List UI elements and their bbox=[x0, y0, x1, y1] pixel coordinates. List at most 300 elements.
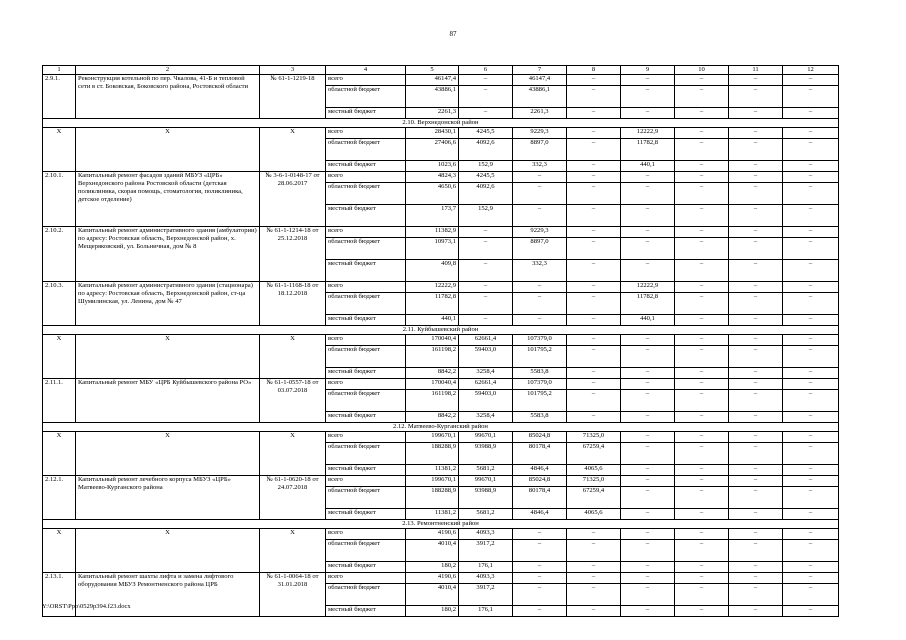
value-cell: 440,1 bbox=[621, 161, 675, 172]
section-header-row bbox=[43, 423, 839, 432]
value-cell: 80178,4 bbox=[513, 443, 567, 465]
value-cell: 4092,6 bbox=[459, 139, 513, 161]
x-cell: Х bbox=[76, 335, 260, 379]
funding-source-label: местный бюджет bbox=[326, 606, 406, 617]
value-cell: – bbox=[675, 562, 729, 573]
funding-source-label: всего bbox=[326, 432, 406, 443]
value-cell: – bbox=[675, 227, 729, 238]
value-cell: 170040,4 bbox=[406, 379, 459, 390]
funding-source-label: всего bbox=[326, 172, 406, 183]
value-cell: 9229,3 bbox=[513, 227, 567, 238]
value-cell: 5681,2 bbox=[459, 509, 513, 520]
value-cell: 93988,9 bbox=[459, 487, 513, 509]
table-row bbox=[43, 172, 839, 183]
value-cell: – bbox=[567, 315, 621, 326]
value-cell: – bbox=[567, 75, 621, 86]
value-cell: 107379,0 bbox=[513, 335, 567, 346]
value-cell: – bbox=[513, 183, 567, 205]
value-cell: 10973,1 bbox=[406, 238, 459, 260]
value-cell: 59403,0 bbox=[459, 346, 513, 368]
value-cell: – bbox=[567, 529, 621, 540]
value-cell: 28430,1 bbox=[406, 128, 459, 139]
item-name: Капитальный ремонт МБУ «ЦРБ Куйбышевского района РО» bbox=[76, 379, 260, 423]
value-cell: 43886,1 bbox=[406, 86, 459, 108]
value-cell: – bbox=[621, 86, 675, 108]
value-cell: – bbox=[729, 390, 783, 412]
value-cell: 5583,8 bbox=[513, 368, 567, 379]
funding-source-label: областной бюджет bbox=[326, 86, 406, 108]
value-cell: – bbox=[567, 128, 621, 139]
funding-source-label: всего bbox=[326, 573, 406, 584]
value-cell: – bbox=[567, 335, 621, 346]
value-cell: 4846,4 bbox=[513, 509, 567, 520]
permit-document: № 3-6-1-0148-17 от 28.06.2017 bbox=[260, 172, 326, 227]
value-cell: 8897,0 bbox=[513, 139, 567, 161]
value-cell: 8842,2 bbox=[406, 368, 459, 379]
summary-row bbox=[43, 432, 839, 443]
value-cell: 101795,2 bbox=[513, 390, 567, 412]
item-number: 2.9.1. bbox=[43, 75, 76, 119]
funding-source-label: местный бюджет bbox=[326, 368, 406, 379]
value-cell: – bbox=[459, 260, 513, 282]
value-cell: – bbox=[621, 443, 675, 465]
value-cell: – bbox=[675, 238, 729, 260]
value-cell: 93988,9 bbox=[459, 443, 513, 465]
value-cell: – bbox=[675, 128, 729, 139]
value-cell: 11381,2 bbox=[406, 465, 459, 476]
value-cell: 101795,2 bbox=[513, 346, 567, 368]
value-cell: 11782,8 bbox=[621, 293, 675, 315]
value-cell: 3917,2 bbox=[459, 584, 513, 606]
value-cell: – bbox=[567, 562, 621, 573]
value-cell: – bbox=[459, 108, 513, 119]
funding-source-label: областной бюджет bbox=[326, 139, 406, 161]
value-cell: – bbox=[729, 443, 783, 465]
value-cell: – bbox=[729, 128, 783, 139]
value-cell: – bbox=[783, 529, 839, 540]
value-cell: 11382,9 bbox=[406, 227, 459, 238]
value-cell: – bbox=[621, 432, 675, 443]
value-cell: – bbox=[567, 282, 621, 293]
item-name: Реконструкция котельной по пер. Чкалова, 41-Б и тепловой сети в ст. Боковская, Боковского района, Ростовской области bbox=[76, 75, 260, 119]
table-row bbox=[43, 476, 839, 487]
x-cell: Х bbox=[43, 128, 76, 172]
value-cell: – bbox=[729, 282, 783, 293]
value-cell: – bbox=[459, 282, 513, 293]
x-cell: Х bbox=[76, 529, 260, 573]
value-cell: – bbox=[459, 75, 513, 86]
value-cell: 99670,1 bbox=[459, 476, 513, 487]
value-cell: – bbox=[675, 412, 729, 423]
funding-source-label: местный бюджет bbox=[326, 205, 406, 227]
section-header-row bbox=[43, 326, 839, 335]
value-cell: 80178,4 bbox=[513, 487, 567, 509]
value-cell: – bbox=[675, 465, 729, 476]
value-cell: – bbox=[729, 86, 783, 108]
value-cell: 199670,1 bbox=[406, 432, 459, 443]
value-cell: – bbox=[729, 227, 783, 238]
value-cell: 11782,8 bbox=[621, 139, 675, 161]
value-cell: – bbox=[729, 379, 783, 390]
value-cell: 4010,4 bbox=[406, 584, 459, 606]
value-cell: – bbox=[729, 75, 783, 86]
value-cell: – bbox=[567, 293, 621, 315]
value-cell: – bbox=[675, 86, 729, 108]
value-cell: 176,1 bbox=[459, 562, 513, 573]
value-cell: – bbox=[567, 183, 621, 205]
value-cell: – bbox=[621, 606, 675, 617]
value-cell: – bbox=[621, 509, 675, 520]
value-cell: – bbox=[783, 368, 839, 379]
funding-source-label: областной бюджет bbox=[326, 443, 406, 465]
value-cell: 188288,9 bbox=[406, 443, 459, 465]
value-cell: – bbox=[459, 293, 513, 315]
column-number-row bbox=[43, 66, 839, 75]
value-cell: – bbox=[783, 379, 839, 390]
value-cell: 161198,2 bbox=[406, 346, 459, 368]
value-cell: 71325,0 bbox=[567, 432, 621, 443]
item-name: Капитальный ремонт лечебного корпуса МБУЗ «ЦРБ» Матвеево-Курганского района bbox=[76, 476, 260, 520]
x-cell: Х bbox=[43, 432, 76, 476]
value-cell: – bbox=[567, 227, 621, 238]
value-cell: 62661,4 bbox=[459, 335, 513, 346]
value-cell: 4093,3 bbox=[459, 529, 513, 540]
item-number: 2.11.1. bbox=[43, 379, 76, 423]
value-cell: – bbox=[729, 346, 783, 368]
value-cell: – bbox=[675, 509, 729, 520]
value-cell: – bbox=[567, 108, 621, 119]
x-cell: Х bbox=[260, 432, 326, 476]
value-cell: 170040,4 bbox=[406, 335, 459, 346]
column-number-cell: 12 bbox=[783, 66, 839, 75]
value-cell: – bbox=[675, 606, 729, 617]
value-cell: – bbox=[729, 238, 783, 260]
budget-table bbox=[42, 65, 839, 617]
value-cell: – bbox=[621, 476, 675, 487]
value-cell: – bbox=[783, 205, 839, 227]
value-cell: 4092,6 bbox=[459, 183, 513, 205]
value-cell: – bbox=[459, 86, 513, 108]
value-cell: – bbox=[729, 509, 783, 520]
column-number-cell: 1 bbox=[43, 66, 76, 75]
item-name: Капитальный ремонт фасадов зданий МБУЗ «ЦРБ» Верхнедонского района Ростовской области (детская поликлиника, скорая помощь, стоматология, поликлиника, детское отделение) bbox=[76, 172, 260, 227]
value-cell: – bbox=[567, 573, 621, 584]
item-number: 2.13.1. bbox=[43, 573, 76, 617]
value-cell: – bbox=[675, 139, 729, 161]
column-number-cell: 2 bbox=[76, 66, 260, 75]
value-cell: – bbox=[621, 205, 675, 227]
value-cell: 176,1 bbox=[459, 606, 513, 617]
funding-source-label: местный бюджет bbox=[326, 315, 406, 326]
column-number-cell: 7 bbox=[513, 66, 567, 75]
value-cell: 180,2 bbox=[406, 562, 459, 573]
value-cell: – bbox=[567, 390, 621, 412]
funding-source-label: всего bbox=[326, 529, 406, 540]
value-cell: – bbox=[675, 172, 729, 183]
value-cell: – bbox=[783, 128, 839, 139]
value-cell: – bbox=[621, 465, 675, 476]
funding-source-label: местный бюджет bbox=[326, 161, 406, 172]
value-cell: – bbox=[513, 606, 567, 617]
section-header-row bbox=[43, 520, 839, 529]
page-number: 87 bbox=[449, 30, 457, 38]
value-cell: 4650,6 bbox=[406, 183, 459, 205]
value-cell: – bbox=[621, 584, 675, 606]
value-cell: – bbox=[621, 390, 675, 412]
column-number-cell: 4 bbox=[326, 66, 406, 75]
value-cell: – bbox=[729, 368, 783, 379]
value-cell: – bbox=[513, 293, 567, 315]
table-row bbox=[43, 282, 839, 293]
value-cell: – bbox=[567, 606, 621, 617]
permit-document: № 61-1-0557-18 от 03.07.2018 bbox=[260, 379, 326, 423]
funding-source-label: всего bbox=[326, 379, 406, 390]
value-cell: – bbox=[675, 487, 729, 509]
value-cell: – bbox=[675, 161, 729, 172]
value-cell: – bbox=[783, 487, 839, 509]
value-cell: – bbox=[513, 584, 567, 606]
value-cell: – bbox=[567, 368, 621, 379]
value-cell: – bbox=[675, 293, 729, 315]
value-cell: – bbox=[675, 335, 729, 346]
table-body bbox=[43, 66, 839, 617]
column-number-cell: 5 bbox=[406, 66, 459, 75]
value-cell: 332,3 bbox=[513, 161, 567, 172]
funding-source-label: всего bbox=[326, 128, 406, 139]
x-cell: Х bbox=[76, 432, 260, 476]
funding-source-label: всего bbox=[326, 335, 406, 346]
value-cell: 8897,0 bbox=[513, 238, 567, 260]
funding-source-label: местный бюджет bbox=[326, 412, 406, 423]
value-cell: 85024,8 bbox=[513, 432, 567, 443]
table-row bbox=[43, 573, 839, 584]
value-cell: – bbox=[729, 573, 783, 584]
value-cell: 199670,1 bbox=[406, 476, 459, 487]
value-cell: – bbox=[567, 540, 621, 562]
value-cell: 440,1 bbox=[406, 315, 459, 326]
value-cell: – bbox=[675, 476, 729, 487]
value-cell: – bbox=[675, 260, 729, 282]
value-cell: 107379,0 bbox=[513, 379, 567, 390]
value-cell: – bbox=[783, 606, 839, 617]
funding-source-label: областной бюджет bbox=[326, 346, 406, 368]
value-cell: – bbox=[783, 238, 839, 260]
value-cell: – bbox=[783, 346, 839, 368]
column-number-cell: 8 bbox=[567, 66, 621, 75]
table-row bbox=[43, 75, 839, 86]
value-cell: – bbox=[621, 75, 675, 86]
value-cell: – bbox=[729, 315, 783, 326]
value-cell: – bbox=[621, 335, 675, 346]
value-cell: – bbox=[675, 346, 729, 368]
funding-source-label: всего bbox=[326, 227, 406, 238]
value-cell: – bbox=[567, 260, 621, 282]
funding-source-label: местный бюджет bbox=[326, 465, 406, 476]
item-number: 2.10.2. bbox=[43, 227, 76, 282]
value-cell: – bbox=[567, 139, 621, 161]
item-number: 2.10.1. bbox=[43, 172, 76, 227]
value-cell: – bbox=[783, 86, 839, 108]
value-cell: – bbox=[675, 432, 729, 443]
value-cell: 188288,9 bbox=[406, 487, 459, 509]
permit-document: № 61-1-1219-18 bbox=[260, 75, 326, 119]
value-cell: – bbox=[621, 172, 675, 183]
value-cell: – bbox=[783, 443, 839, 465]
value-cell: – bbox=[621, 562, 675, 573]
value-cell: – bbox=[675, 205, 729, 227]
value-cell: 152,9 bbox=[459, 205, 513, 227]
value-cell: – bbox=[783, 139, 839, 161]
value-cell: 409,8 bbox=[406, 260, 459, 282]
value-cell: – bbox=[783, 476, 839, 487]
value-cell: – bbox=[513, 205, 567, 227]
value-cell: – bbox=[675, 379, 729, 390]
funding-source-label: областной бюджет bbox=[326, 238, 406, 260]
value-cell: – bbox=[729, 562, 783, 573]
value-cell: – bbox=[675, 540, 729, 562]
value-cell: – bbox=[513, 562, 567, 573]
value-cell: 71325,0 bbox=[567, 476, 621, 487]
value-cell: – bbox=[513, 315, 567, 326]
funding-source-label: всего bbox=[326, 282, 406, 293]
value-cell: – bbox=[459, 238, 513, 260]
value-cell: 4065,6 bbox=[567, 509, 621, 520]
value-cell: – bbox=[621, 529, 675, 540]
value-cell: 180,2 bbox=[406, 606, 459, 617]
value-cell: – bbox=[729, 476, 783, 487]
permit-document: № 61-1-1214-18 от 25.12.2018 bbox=[260, 227, 326, 282]
value-cell: 440,1 bbox=[621, 315, 675, 326]
funding-source-label: местный бюджет bbox=[326, 562, 406, 573]
value-cell: – bbox=[783, 293, 839, 315]
value-cell: 4245,5 bbox=[459, 128, 513, 139]
value-cell: – bbox=[675, 75, 729, 86]
item-name: Капитальный ремонт шахты лифта и замена лифтового оборудования МБУЗ Ремонтненского района ЦРБ bbox=[76, 573, 260, 617]
value-cell: – bbox=[783, 260, 839, 282]
value-cell: – bbox=[567, 238, 621, 260]
summary-row bbox=[43, 335, 839, 346]
value-cell: – bbox=[675, 584, 729, 606]
value-cell: 27406,6 bbox=[406, 139, 459, 161]
value-cell: 4846,4 bbox=[513, 465, 567, 476]
value-cell: 99670,1 bbox=[459, 432, 513, 443]
value-cell: 5681,2 bbox=[459, 465, 513, 476]
value-cell: – bbox=[783, 172, 839, 183]
permit-document: № 61-1-0620-18 от 24.07.2018 bbox=[260, 476, 326, 520]
value-cell: – bbox=[675, 573, 729, 584]
section-title: 2.13. Ремонтненский район bbox=[43, 520, 839, 529]
value-cell: – bbox=[513, 282, 567, 293]
value-cell: 62661,4 bbox=[459, 379, 513, 390]
value-cell: – bbox=[459, 315, 513, 326]
permit-document: № 61-1-0064-18 от 31.01.2018 bbox=[260, 573, 326, 617]
value-cell: – bbox=[729, 293, 783, 315]
value-cell: – bbox=[783, 412, 839, 423]
value-cell: – bbox=[513, 529, 567, 540]
section-title: 2.11. Куйбышевский район bbox=[43, 326, 839, 335]
value-cell: – bbox=[729, 606, 783, 617]
value-cell: – bbox=[783, 227, 839, 238]
value-cell: – bbox=[783, 183, 839, 205]
x-cell: Х bbox=[43, 529, 76, 573]
value-cell: – bbox=[783, 573, 839, 584]
value-cell: – bbox=[567, 412, 621, 423]
value-cell: – bbox=[621, 108, 675, 119]
value-cell: – bbox=[729, 172, 783, 183]
value-cell: 3258,4 bbox=[459, 412, 513, 423]
value-cell: – bbox=[675, 108, 729, 119]
value-cell: – bbox=[675, 315, 729, 326]
value-cell: 4245,5 bbox=[459, 172, 513, 183]
value-cell: – bbox=[729, 540, 783, 562]
value-cell: 9229,3 bbox=[513, 128, 567, 139]
value-cell: 67259,4 bbox=[567, 487, 621, 509]
value-cell: 3258,4 bbox=[459, 368, 513, 379]
value-cell: 11782,8 bbox=[406, 293, 459, 315]
value-cell: 173,7 bbox=[406, 205, 459, 227]
x-cell: Х bbox=[260, 128, 326, 172]
value-cell: – bbox=[513, 540, 567, 562]
value-cell: – bbox=[459, 227, 513, 238]
funding-source-label: областной бюджет bbox=[326, 293, 406, 315]
funding-source-label: местный бюджет bbox=[326, 108, 406, 119]
value-cell: 4824,3 bbox=[406, 172, 459, 183]
value-cell: – bbox=[783, 390, 839, 412]
value-cell: – bbox=[567, 86, 621, 108]
value-cell: – bbox=[729, 487, 783, 509]
value-cell: 67259,4 bbox=[567, 443, 621, 465]
value-cell: 12222,9 bbox=[621, 282, 675, 293]
value-cell: – bbox=[513, 172, 567, 183]
value-cell: – bbox=[783, 465, 839, 476]
value-cell: 2261,3 bbox=[406, 108, 459, 119]
value-cell: 332,3 bbox=[513, 260, 567, 282]
column-number-cell: 6 bbox=[459, 66, 513, 75]
value-cell: – bbox=[729, 139, 783, 161]
value-cell: 5583,8 bbox=[513, 412, 567, 423]
value-cell: 11381,2 bbox=[406, 509, 459, 520]
value-cell: – bbox=[621, 346, 675, 368]
column-number-cell: 10 bbox=[675, 66, 729, 75]
value-cell: – bbox=[729, 108, 783, 119]
value-cell: 43886,1 bbox=[513, 86, 567, 108]
value-cell: 8842,2 bbox=[406, 412, 459, 423]
value-cell: – bbox=[783, 584, 839, 606]
funding-source-label: местный бюджет bbox=[326, 509, 406, 520]
value-cell: 1023,6 bbox=[406, 161, 459, 172]
funding-source-label: областной бюджет bbox=[326, 540, 406, 562]
summary-row bbox=[43, 128, 839, 139]
value-cell: – bbox=[729, 465, 783, 476]
funding-source-label: всего bbox=[326, 75, 406, 86]
value-cell: – bbox=[729, 335, 783, 346]
value-cell: – bbox=[621, 540, 675, 562]
value-cell: – bbox=[513, 573, 567, 584]
value-cell: 12222,9 bbox=[406, 282, 459, 293]
value-cell: – bbox=[783, 509, 839, 520]
value-cell: – bbox=[621, 412, 675, 423]
value-cell: – bbox=[729, 260, 783, 282]
value-cell: 12222,9 bbox=[621, 128, 675, 139]
value-cell: – bbox=[783, 432, 839, 443]
value-cell: – bbox=[783, 540, 839, 562]
value-cell: – bbox=[675, 368, 729, 379]
funding-source-label: областной бюджет bbox=[326, 390, 406, 412]
section-title: 2.10. Верхнедонской район bbox=[43, 119, 839, 128]
value-cell: – bbox=[783, 108, 839, 119]
value-cell: 4093,3 bbox=[459, 573, 513, 584]
value-cell: – bbox=[729, 412, 783, 423]
